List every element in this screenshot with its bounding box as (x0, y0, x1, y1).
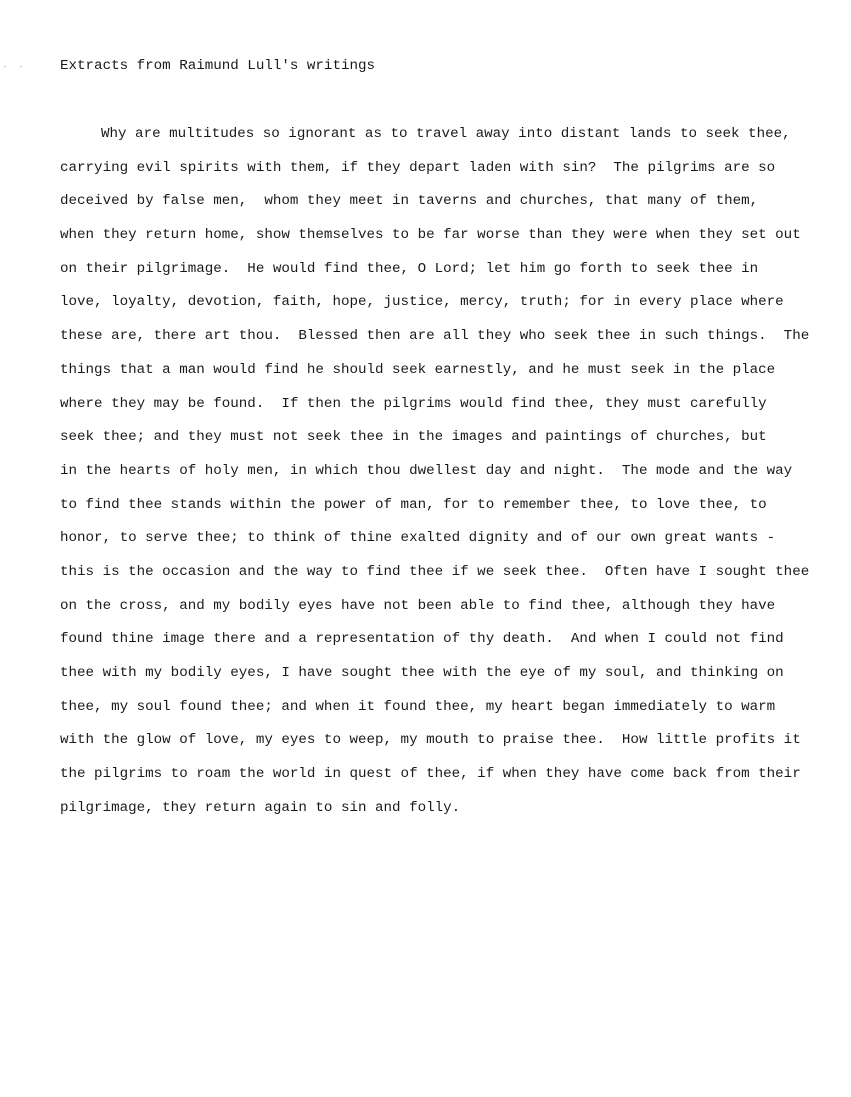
paragraph-line: things that a man would find he should seek earnestly, and he must seek in the place (60, 361, 776, 378)
paragraph-line: thee with my bodily eyes, I have sought thee with the eye of my soul, and thinking on (60, 665, 784, 681)
paragraph-line: deceived by false men, whom they meet in taverns and churches, that many of them, (60, 193, 759, 210)
paragraph-line: this is the occasion and the way to find thee if we seek thee. Often have I sought thee (60, 563, 810, 580)
paragraph-line: love, loyalty, devotion, faith, hope, justice, mercy, truth; for in every place where (60, 294, 784, 311)
paragraph-line: where they may be found. If then the pilgrims would find thee, they must carefully (60, 395, 767, 412)
paragraph-line: Why are multitudes so ignorant as to travel away into distant lands to seek thee, (101, 126, 791, 142)
paragraph-line: seek thee; and they must not seek thee in the images and paintings of churches, but (60, 429, 767, 446)
paragraph-line: in the hearts of holy men, in which thou dwellest day and night. The mode and the way (60, 462, 793, 479)
paragraph-line: on the cross, and my bodily eyes have not been able to find thee, although they have (60, 597, 776, 614)
paragraph-line: found thine image there and a representation of thy death. And when I could not find (60, 631, 784, 648)
paragraph-line: the pilgrims to roam the world in quest of thee, if when they have come back from their (60, 766, 801, 783)
scan-speck (20, 66, 22, 67)
paragraph-line: pilgrimage, they return again to sin and folly. (60, 799, 461, 816)
scan-speck (4, 66, 6, 67)
paragraph-line: thee, my soul found thee; and when it found thee, my heart began immediately to warm (60, 698, 776, 715)
paragraph-line: carrying evil spirits with them, if they depart laden with sin? The pilgrims are so (60, 159, 776, 176)
paragraph-line: when they return home, show themselves to be far worse than they were when they set out (60, 227, 801, 244)
paragraph-line: these are, there art thou. Blessed then are all they who seek thee in such things. The (60, 328, 810, 345)
paragraph-line: with the glow of love, my eyes to weep, my mouth to praise thee. How little profits it (60, 732, 801, 749)
document-title: Extracts from Raimund Lull's writings (60, 58, 376, 74)
paragraph-line: honor, to serve thee; to think of thine exalted dignity and of our own great wants - (60, 530, 776, 547)
paragraph-line: to find thee stands within the power of man, for to remember thee, to love thee, to (60, 496, 767, 513)
document-paragraph (60, 124, 820, 831)
paragraph-line: on their pilgrimage. He would find thee, O Lord; let him go forth to seek thee in (60, 260, 759, 277)
